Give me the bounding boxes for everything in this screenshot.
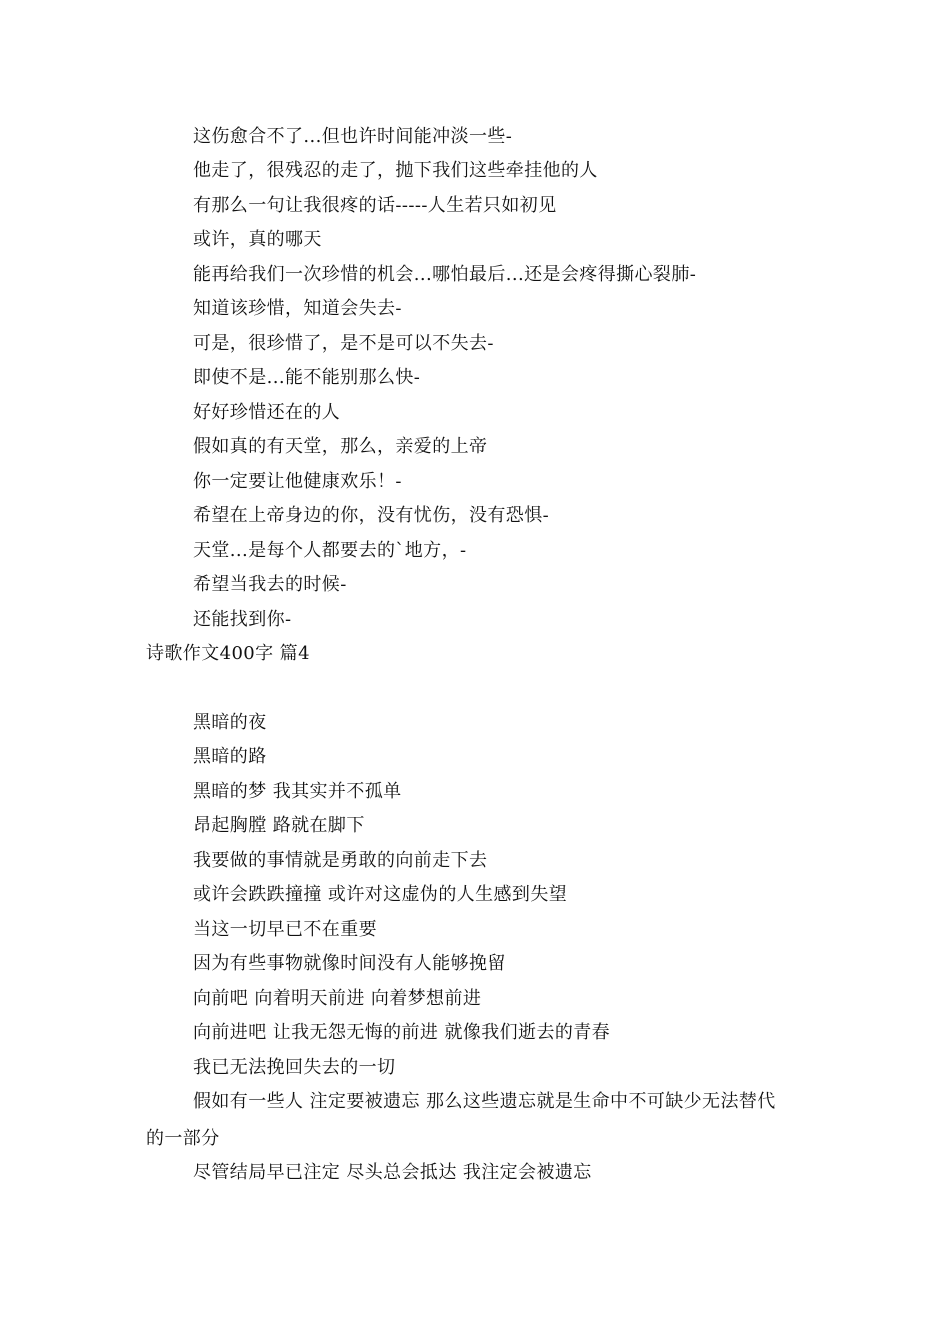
poem-line: 因为有些事物就像时间没有人能够挽留	[193, 953, 506, 974]
poem-line: 可是，很珍惜了，是不是可以不失去-	[193, 333, 494, 354]
poem-line: 黑暗的夜	[193, 712, 267, 733]
poem-line: 向前吧 向着明天前进 向着梦想前进	[193, 988, 482, 1009]
poem-line: 他走了，很残忍的走了，抛下我们这些牵挂他的人	[193, 160, 598, 181]
poem-line: 天堂...是每个人都要去的`地方，-	[193, 540, 467, 561]
poem-line-continuation: 的一部分	[146, 1128, 220, 1149]
poem-line: 有那么一句让我很疼的话-----人生若只如初见	[193, 195, 557, 216]
poem-line: 我要做的事情就是勇敢的向前走下去	[193, 850, 488, 871]
poem-line: 希望在上帝身边的你，没有忧伤，没有恐惧-	[193, 505, 550, 526]
poem-line: 向前进吧 让我无怨无悔的前进 就像我们逝去的青春	[193, 1022, 611, 1043]
poem-line: 或许会跌跌撞撞 或许对这虚伪的人生感到失望	[193, 884, 568, 905]
poem-line: 黑暗的路	[193, 746, 267, 767]
poem-line: 当这一切早已不在重要	[193, 919, 377, 940]
poem-line: 希望当我去的时候-	[193, 574, 347, 595]
poem-line: 我已无法挽回失去的一切	[193, 1057, 396, 1078]
poem-line: 你一定要让他健康欢乐！-	[193, 471, 402, 492]
poem-line: 黑暗的梦 我其实并不孤单	[193, 781, 402, 802]
poem-line: 假如有一些人 注定要被遗忘 那么这些遗忘就是生命中不可缺少无法替代	[193, 1091, 776, 1112]
poem-line: 假如真的有天堂，那么，亲爱的上帝	[193, 436, 488, 457]
poem-line: 能再给我们一次珍惜的机会...哪怕最后...还是会疼得撕心裂肺-	[193, 264, 697, 285]
poem-line: 尽管结局早已注定 尽头总会抵达 我注定会被遗忘	[193, 1162, 592, 1183]
poem-line: 昂起胸膛 路就在脚下	[193, 815, 365, 836]
poem-line: 这伤愈合不了...但也许时间能冲淡一些-	[193, 126, 513, 147]
poem-line: 即使不是...能不能别那么快-	[193, 367, 421, 388]
poem-line: 知道该珍惜，知道会失去-	[193, 298, 402, 319]
poem-line: 或许，真的哪天	[193, 229, 322, 250]
section-heading: 诗歌作文400字 篇4	[146, 643, 310, 664]
poem-line: 还能找到你-	[193, 609, 292, 630]
poem-line: 好好珍惜还在的人	[193, 402, 341, 423]
